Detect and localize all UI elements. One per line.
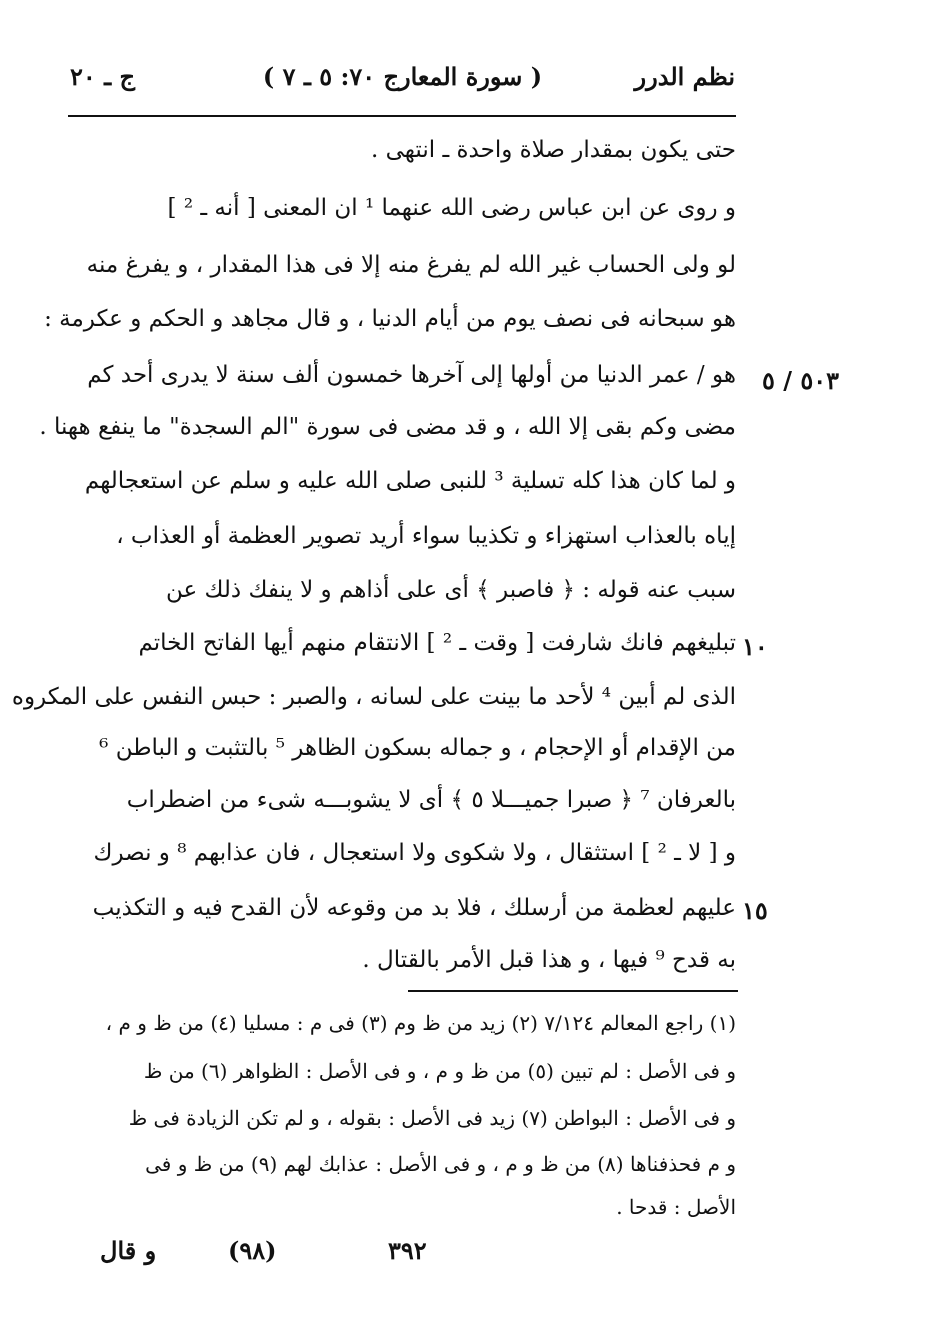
text-line: إياه بالعذاب استهزاء و تكذيبا سواء أريد تصوير العظمة أو العذاب ، (116, 523, 736, 549)
text-line: به قدح ⁹ فيها ، و هذا قبل الأمر بالقتال . (362, 947, 736, 973)
text-line: من الإقدام أو الإحجام ، و جماله بسكون الظاهر ⁵ بالتثبت و الباطن ⁶ (99, 735, 736, 761)
text-line: تبليغهم فانك شارفت [ وقت ـ ² ] الانتقام منهم أيها الفاتح الخاتم (138, 630, 736, 656)
page-number: ٣٩٢ (388, 1236, 427, 1265)
footnote-line: الأصل : قدحا . (616, 1195, 736, 1219)
running-header (70, 62, 735, 102)
footnote-line: و فى الأصل : البواطن (٧) زيد فى الأصل : بقوله ، و لم تكن الزيادة فى ظ (128, 1106, 736, 1130)
footnote-line: و فى الأصل : لم تبين (٥) من ظ و م ، و فى الأصل : الظواهر (٦) من ظ (143, 1059, 736, 1083)
text-line: و [ لا ـ ² ] استثقال ، ولا شكوى ولا استعجال ، فان عذابهم ⁸ و نصرك (93, 840, 736, 866)
text-line: سبب عنه قوله : ﴿ فاصبر ﴾ أى على أذاهم و لا ينفك ذلك عن (165, 577, 736, 603)
text-line: هو / عمر الدنيا من أولها إلى آخرها خمسون ألف سنة لا يدرى أحد كم (87, 362, 736, 388)
line-number: ١٥ (742, 896, 768, 925)
book-title: نظم الدرر (634, 62, 735, 91)
line-number: ١٠ (742, 632, 768, 661)
header-rule (68, 115, 736, 117)
surah-reference: ( سورة المعارج ٧٠: ٥ ـ ٧ ) (262, 62, 543, 91)
text-line: عليهم لعظمة من أرسلك ، فلا بد من وقوعه لأن القدح فيه و التكذيب (92, 895, 736, 921)
part-number: ج ـ ٢٠ (70, 62, 136, 91)
catchword: و قال (100, 1236, 157, 1265)
text-line: حتى يكون بمقدار صلاة واحدة ـ انتهى . (371, 137, 736, 163)
footnote-line: (١) راجع المعالم ٧/١٢٤ (٢) زيد من ظ وم (٣) فى م : مسليا (٤) من ظ و م ، (105, 1011, 736, 1035)
text-line: الذى لم أبين ⁴ لأحد ما بينت على لسانه ، والصبر : حبس النفس على المكروه (11, 684, 736, 710)
text-line: و لما كان هذا كله تسلية ³ للنبى صلى الله عليه و سلم عن استعجالهم (84, 468, 736, 494)
text-line: هو سبحانه فى نصف يوم من أيام الدنيا ، و قال مجاهد و الحكم و عكرمة : (44, 306, 736, 332)
text-line: بالعرفان ⁷ ﴿ صبرا جميـــلا ٥ ﴾ أى لا يشوبـــه شىء من اضطراب (126, 787, 736, 813)
text-line: لو ولى الحساب غير الله لم يفرغ منه إلا فى هذا المقدار ، و يفرغ منه (86, 252, 736, 278)
text-line: و روى عن ابن عباس رضى الله عنهما ¹ ان المعنى [ أنه ـ ² ] (167, 195, 736, 221)
footnote-line: و م فحذفناها (٨) من ظ و م ، و فى الأصل : عذابك لهم (٩) من ظ و فى (145, 1152, 736, 1176)
sheet-number: (٩٨) (228, 1236, 277, 1265)
margin-page-reference: ٥٠٣ / ٥ (762, 366, 840, 395)
text-line: مضى وكم بقى إلا الله ، و قد مضى فى سورة "الم السجدة" ما ينفع ههنا . (39, 414, 736, 440)
footnote-rule (408, 990, 738, 992)
